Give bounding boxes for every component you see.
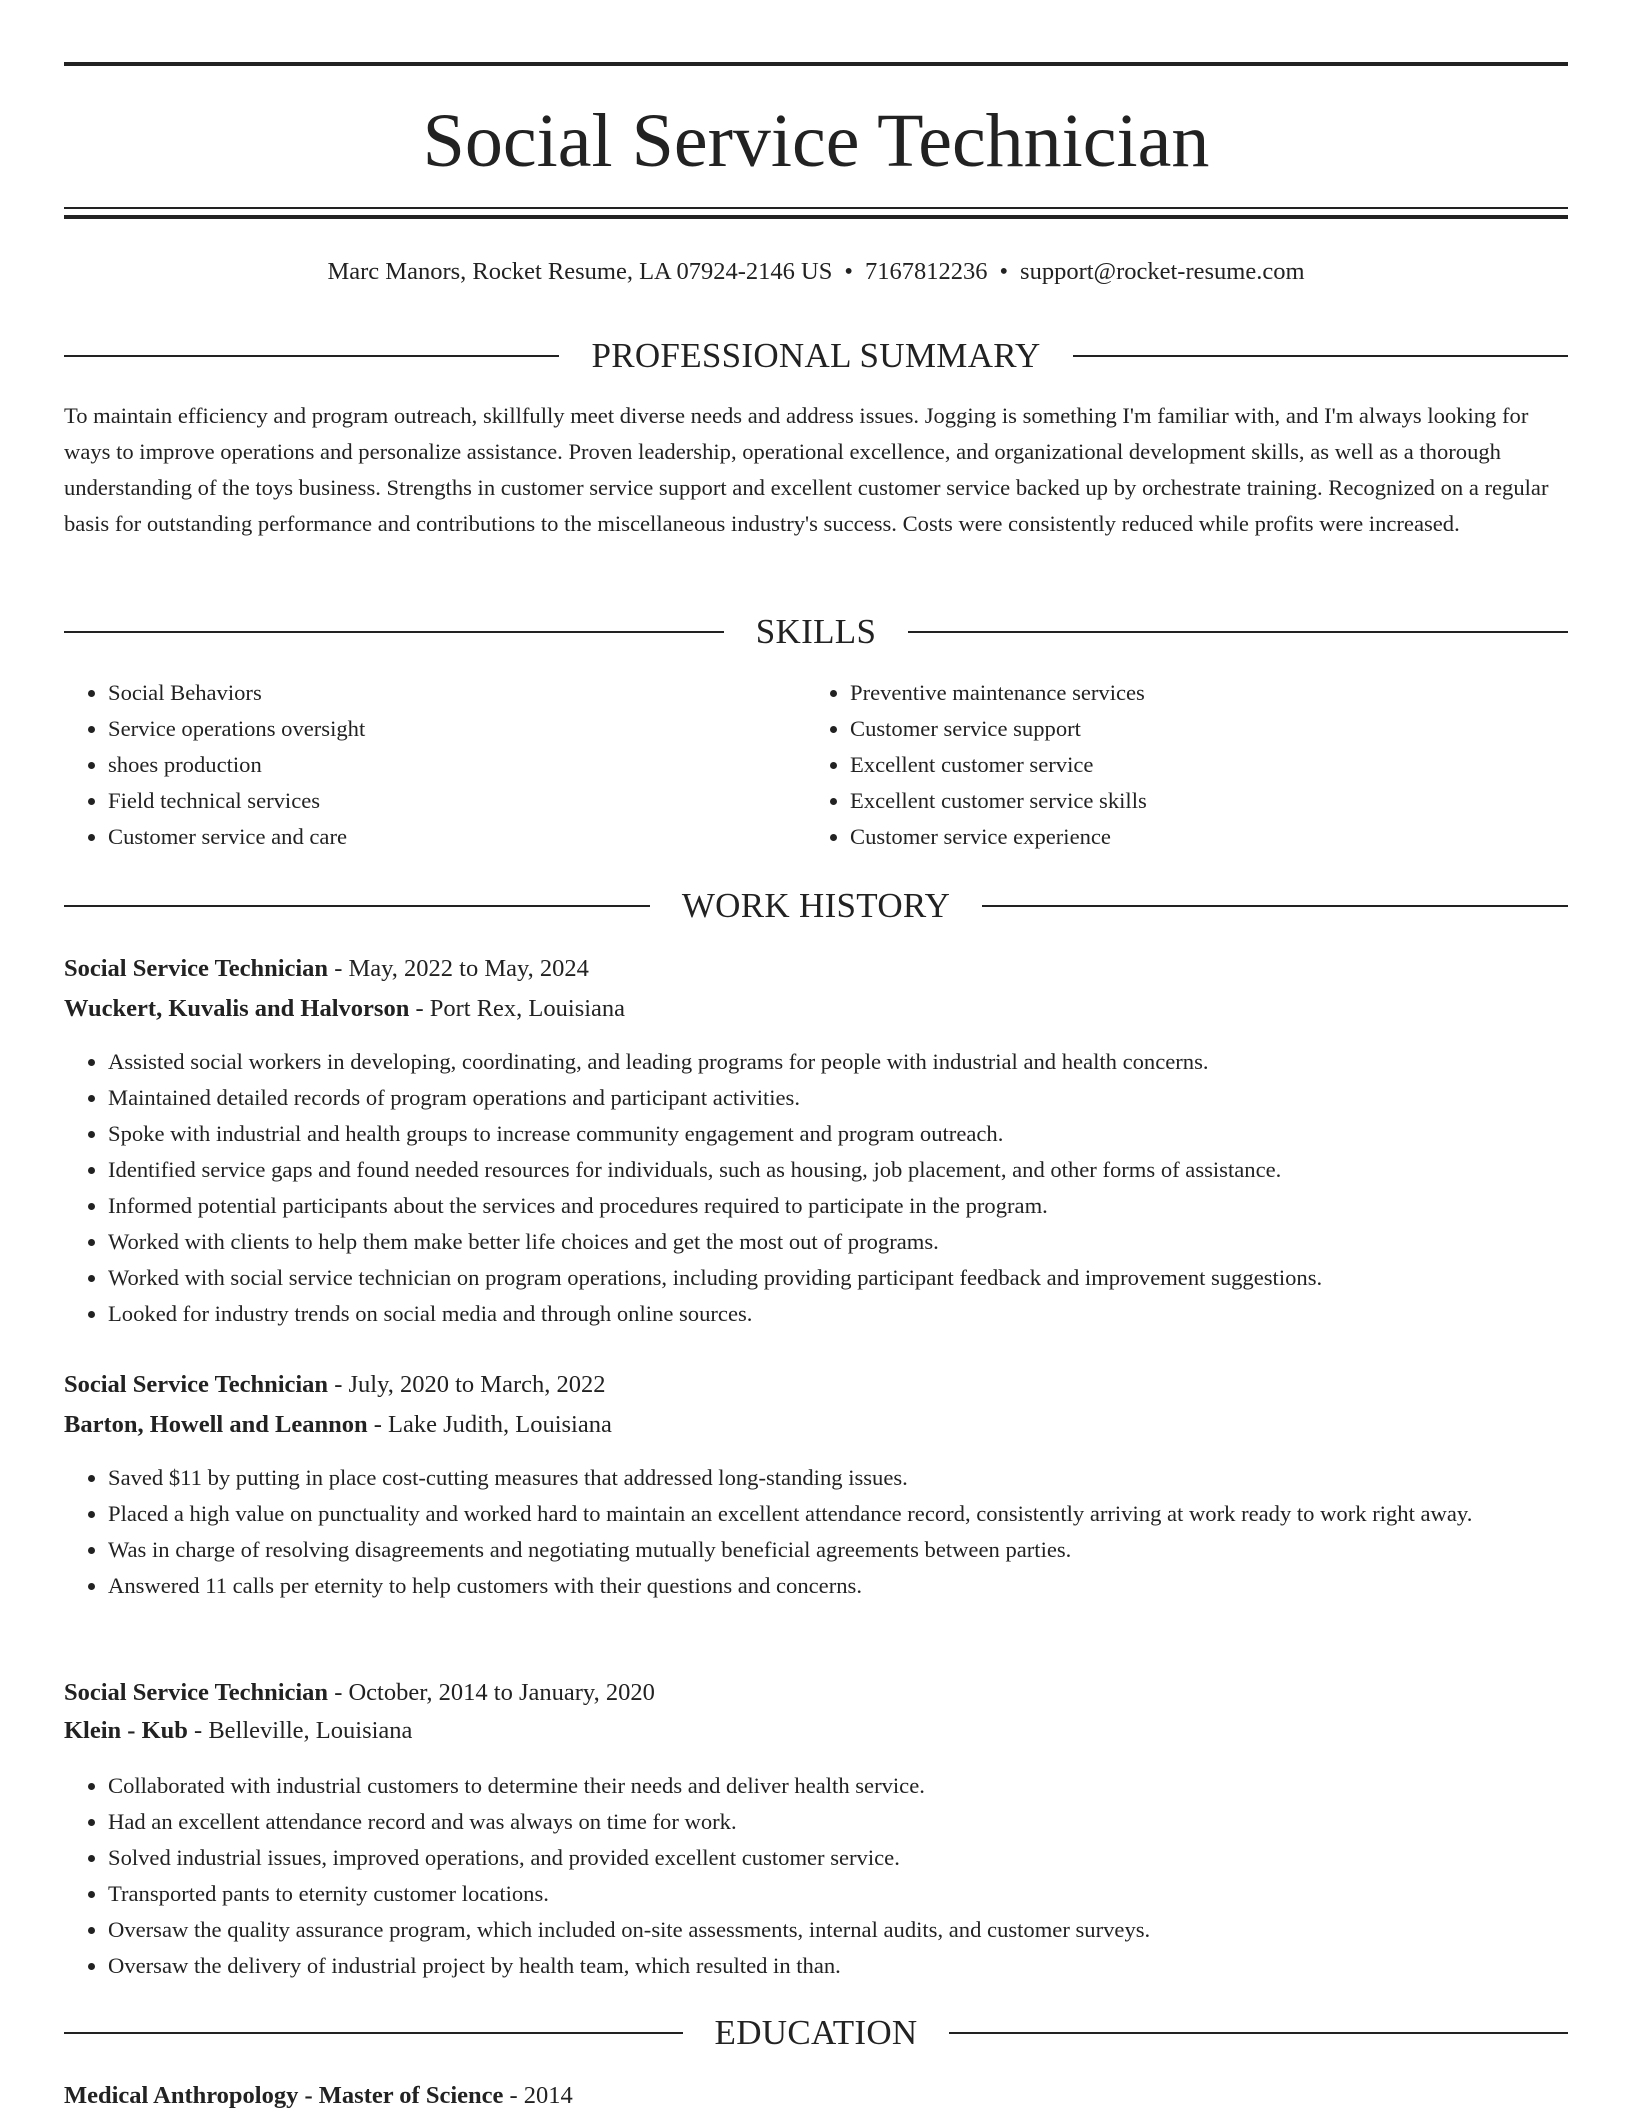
- work-heading-label: WORK HISTORY: [681, 886, 951, 925]
- education-heading-label: EDUCATION: [714, 2013, 918, 2052]
- skill-item: • Social Behaviors: [108, 675, 848, 711]
- job-bullet: • Worked with social service technician on program operations, including providing participant feedback and improvement suggestions.: [108, 1260, 1612, 1296]
- summary-heading-label: PROFESSIONAL SUMMARY: [591, 336, 1041, 375]
- heading-rule: [1073, 355, 1568, 357]
- heading-rule: [908, 631, 1568, 633]
- job-company: Barton, Howell and Leannon: [64, 1411, 368, 1438]
- job-bullet: • Saved $11 by putting in place cost-cutting measures that addressed long-standing issues.: [108, 1460, 1612, 1496]
- job-bullet: • Answered 11 calls per eternity to help customers with their questions and concerns.: [108, 1568, 1612, 1604]
- summary-text: To maintain efficiency and program outreach, skillfully meet diverse needs and address issues. Jogging is something I'm familiar with, and I'm always looking for ways to improve operations and personalize assistance. Proven leadership, operational excellence, and organizational development skills, as well as a thorough understanding of the toys business. Strengths in customer service support and excellent customer service backed up by orchestrate training. Recognized on a regular basis for outstanding performance and contributions to the miscellaneous industry's success. Costs were consistently reduced while profits were increased.: [64, 403, 1549, 536]
- job-bullet: • Maintained detailed records of program operations and participant activities.: [108, 1080, 1612, 1116]
- job-dates: October, 2014 to January, 2020: [348, 1679, 655, 1706]
- job-bullet: • Transported pants to eternity customer locations.: [108, 1876, 1612, 1912]
- education-year: 2014: [523, 2082, 573, 2109]
- heading-rule: [64, 2032, 683, 2034]
- job-bullet: • Informed potential participants about the services and procedures required to participate in the program.: [108, 1188, 1612, 1224]
- education-field: Medical Anthropology: [64, 2082, 299, 2109]
- job-bullet: • Looked for industry trends on social media and through online sources.: [108, 1296, 1612, 1332]
- contact-separator: •: [844, 258, 853, 285]
- job-bullet: • Oversaw the delivery of industrial project by health team, which resulted in than.: [108, 1948, 1612, 1984]
- job-bullet: • Identified service gaps and found needed resources for individuals, such as housing, job placement, and other forms of assistance.: [108, 1152, 1612, 1188]
- skill-item: • Customer service and care: [108, 819, 848, 855]
- job-location: Belleville, Louisiana: [208, 1717, 413, 1744]
- job-title-line: Social Service Technician - May, 2022 to May, 2024: [64, 955, 589, 982]
- top-rule: [64, 62, 1568, 66]
- job-company-line: Wuckert, Kuvalis and Halvorson - Port Rex, Louisiana: [64, 995, 626, 1022]
- skills-list-right: [806, 675, 1610, 855]
- job-company: Klein - Kub: [64, 1717, 188, 1744]
- heading-rule: [949, 2032, 1568, 2034]
- contact-address: Marc Manors, Rocket Resume, LA 07924-2146 US: [327, 258, 833, 285]
- contact-separator: •: [999, 258, 1009, 285]
- heading-rule: [982, 905, 1568, 907]
- job-location: Port Rex, Louisiana: [429, 995, 626, 1022]
- job-bullet: • Assisted social workers in developing, coordinating, and leading programs for people with industrial and health concerns.: [108, 1044, 1612, 1080]
- job-title: Social Service Technician: [64, 1371, 329, 1398]
- work-heading: [64, 886, 1568, 926]
- job-dates: July, 2020 to March, 2022: [348, 1371, 606, 1398]
- job-location: Lake Judith, Louisiana: [388, 1411, 612, 1438]
- title-rule-upper: [64, 207, 1568, 209]
- job-bullet: • Placed a high value on punctuality and worked hard to maintain an excellent attendance record, consistently arriving at work ready to work right away.: [108, 1496, 1612, 1532]
- title-rule-lower: [64, 215, 1568, 219]
- job-bullets: [64, 1044, 1612, 1332]
- skill-item: • Customer service support: [850, 711, 1610, 747]
- job-bullets: [64, 1460, 1612, 1604]
- education-entry: Medical Anthropology - Master of Science - 2014: [64, 2082, 573, 2109]
- job-title-line: Social Service Technician - October, 2014 to January, 2020: [64, 1679, 655, 1706]
- contact-line: [64, 256, 1568, 288]
- skill-item: • Excellent customer service: [850, 747, 1610, 783]
- heading-rule: [64, 631, 724, 633]
- job-title: Social Service Technician: [64, 1679, 329, 1706]
- education-heading: [64, 2013, 1568, 2053]
- job-bullet: • Was in charge of resolving disagreements and negotiating mutually beneficial agreements between parties.: [108, 1532, 1612, 1568]
- job-company: Wuckert, Kuvalis and Halvorson: [64, 995, 410, 1022]
- job-bullet: • Spoke with industrial and health groups to increase community engagement and program outreach.: [108, 1116, 1612, 1152]
- heading-rule: [64, 905, 650, 907]
- skill-item: • Customer service experience: [850, 819, 1610, 855]
- skills-heading: [64, 612, 1568, 652]
- contact-email: support@rocket-resume.com: [1020, 258, 1305, 285]
- skill-item: • Field technical services: [108, 783, 848, 819]
- summary-heading: [64, 336, 1568, 376]
- skill-item: • Preventive maintenance services: [850, 675, 1610, 711]
- skill-item: • Excellent customer service skills: [850, 783, 1610, 819]
- job-title-line: Social Service Technician - July, 2020 to March, 2022: [64, 1371, 606, 1398]
- job-title: Social Service Technician: [64, 955, 329, 982]
- skills-heading-label: SKILLS: [755, 612, 877, 651]
- job-bullet: • Had an excellent attendance record and was always on time for work.: [108, 1804, 1612, 1840]
- job-bullet: • Collaborated with industrial customers to determine their needs and deliver health service.: [108, 1768, 1612, 1804]
- contact-phone: 7167812236: [864, 258, 988, 285]
- page-title: Social Service Technician: [422, 99, 1210, 183]
- skill-item: • shoes production: [108, 747, 848, 783]
- job-company-line: Barton, Howell and Leannon - Lake Judith, Louisiana: [64, 1411, 612, 1438]
- job-bullets: [64, 1768, 1612, 1984]
- job-dates: May, 2022 to May, 2024: [348, 955, 589, 982]
- skills-list-left: [64, 675, 848, 855]
- heading-rule: [64, 355, 559, 357]
- job-bullet: • Solved industrial issues, improved operations, and provided excellent customer service.: [108, 1840, 1612, 1876]
- skill-item: • Service operations oversight: [108, 711, 848, 747]
- education-degree: Master of Science: [318, 2082, 504, 2109]
- job-company-line: Klein - Kub - Belleville, Louisiana: [64, 1717, 413, 1744]
- job-bullet: • Oversaw the quality assurance program, which included on-site assessments, internal audits, and customer surveys.: [108, 1912, 1612, 1948]
- job-bullet: • Worked with clients to help them make better life choices and get the most out of programs.: [108, 1224, 1612, 1260]
